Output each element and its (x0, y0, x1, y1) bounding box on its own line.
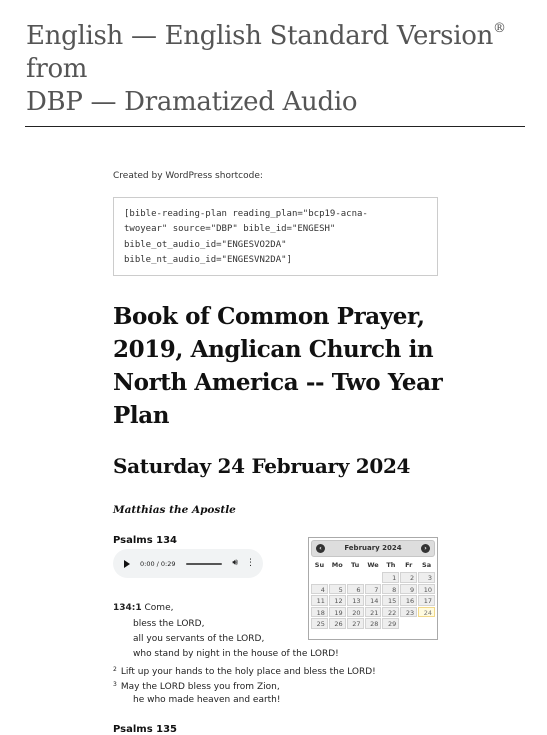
play-icon[interactable] (124, 560, 130, 568)
calendar-weekday-we: We (367, 561, 379, 569)
calendar-weekday-mo: Mo (331, 561, 343, 569)
shortcode-line: bible_ot_audio_id="ENGESVO2DA" (124, 239, 287, 250)
calendar-grid (311, 560, 435, 629)
calendar-day-2[interactable]: 2 (400, 572, 417, 583)
shortcode-line: [bible-reading-plan reading_plan="bcp19-acna- (124, 209, 368, 219)
calendar-day-15[interactable]: 15 (382, 595, 399, 606)
verse-3-line (113, 678, 280, 694)
calendar-day-17[interactable]: 17 (418, 595, 435, 606)
calendar-empty-cell (311, 572, 328, 583)
shortcode-block (113, 197, 438, 276)
calendar-day-27[interactable]: 27 (347, 618, 364, 629)
verse-text: May the LORD bless you from Zion, (120, 682, 280, 692)
volume-icon[interactable]: 🔊︎ (232, 558, 238, 568)
site-title-line2: DBP — Dramatized Audio (26, 87, 358, 117)
site-title-main: English — English Standard Version (26, 21, 494, 51)
calendar-month-title: February 2024 (344, 544, 402, 552)
calendar-day-10[interactable]: 10 (418, 584, 435, 595)
calendar-weekday-tu: Tu (350, 561, 360, 569)
more-options-icon[interactable]: ⋮ (246, 558, 255, 568)
next-psalm-heading: Psalms 135 (113, 724, 178, 735)
calendar-empty-cell (347, 572, 364, 583)
calendar-day-19[interactable]: 19 (329, 607, 346, 618)
calendar-day-3[interactable]: 3 (418, 572, 435, 583)
calendar-day-21[interactable]: 21 (365, 607, 382, 618)
psalm-heading: Psalms 134 (113, 535, 178, 546)
calendar-day-29[interactable]: 29 (382, 618, 399, 629)
calendar-day-14[interactable]: 14 (365, 595, 382, 606)
calendar-day-18[interactable]: 18 (311, 607, 328, 618)
calendar-header (311, 540, 435, 557)
title-divider (25, 126, 525, 127)
site-title (26, 12, 526, 119)
calendar-weekday-fr: Fr (405, 561, 413, 569)
calendar-empty-cell (365, 572, 382, 583)
verse-ref: 134:1 (113, 603, 142, 613)
verse-line: bless the LORD, (133, 619, 205, 629)
verse-number: 2 (113, 666, 117, 673)
date-picker-calendar[interactable] (308, 537, 438, 640)
verse-text: Come, (141, 603, 174, 613)
plan-title: Book of Common Prayer, 2019, Anglican Church in North America -- Two Year Plan (113, 303, 443, 429)
registered-mark: ® (493, 21, 506, 36)
verse-2-line (113, 663, 376, 679)
verse-number: 3 (113, 681, 117, 688)
calendar-day-23[interactable]: 23 (400, 607, 417, 618)
calendar-day-24[interactable]: 24 (418, 607, 435, 618)
calendar-day-11[interactable]: 11 (311, 595, 328, 606)
calendar-empty-cell (329, 572, 346, 583)
calendar-day-25[interactable]: 25 (311, 618, 328, 629)
verse-line: he who made heaven and earth! (133, 695, 281, 705)
calendar-weekday-th: Th (386, 561, 396, 569)
audio-player[interactable] (113, 549, 263, 578)
calendar-day-22[interactable]: 22 (382, 607, 399, 618)
calendar-weekday-su: Su (314, 561, 325, 569)
date-title: Saturday 24 February 2024 (113, 454, 411, 478)
calendar-day-4[interactable]: 4 (311, 584, 328, 595)
next-month-icon[interactable]: › (421, 544, 430, 553)
calendar-day-16[interactable]: 16 (400, 595, 417, 606)
verse-text: Lift up your hands to the holy place and bless the LORD! (120, 667, 376, 677)
calendar-day-1[interactable]: 1 (382, 572, 399, 583)
calendar-day-7[interactable]: 7 (365, 584, 382, 595)
calendar-day-9[interactable]: 9 (400, 584, 417, 595)
calendar-day-26[interactable]: 26 (329, 618, 346, 629)
calendar-day-13[interactable]: 13 (347, 595, 364, 606)
site-title-tail: from (26, 54, 88, 84)
calendar-day-6[interactable]: 6 (347, 584, 364, 595)
audio-progress-track[interactable] (186, 563, 223, 565)
audio-time: 0:00 / 0:29 (140, 559, 176, 568)
calendar-day-5[interactable]: 5 (329, 584, 346, 595)
prev-month-icon[interactable]: ‹ (316, 544, 325, 553)
calendar-empty-cell (418, 618, 435, 629)
shortcode-line: bible_nt_audio_id="ENGESVN2DA"] (124, 255, 292, 266)
created-by-note: Created by WordPress shortcode: (113, 171, 263, 181)
verse-line: all you servants of the LORD, (133, 634, 265, 644)
verse-1-line (113, 601, 173, 615)
shortcode-line: twoyear" source="DBP" bible_id="ENGESH" (124, 224, 336, 235)
feast-name: Matthias the Apostle (113, 504, 236, 516)
calendar-weekday-sa: Sa (422, 561, 432, 569)
calendar-day-20[interactable]: 20 (347, 607, 364, 618)
calendar-day-12[interactable]: 12 (329, 595, 346, 606)
calendar-empty-cell (400, 618, 417, 629)
verse-line: who stand by night in the house of the LORD! (133, 649, 339, 659)
calendar-day-8[interactable]: 8 (382, 584, 399, 595)
calendar-day-28[interactable]: 28 (365, 618, 382, 629)
